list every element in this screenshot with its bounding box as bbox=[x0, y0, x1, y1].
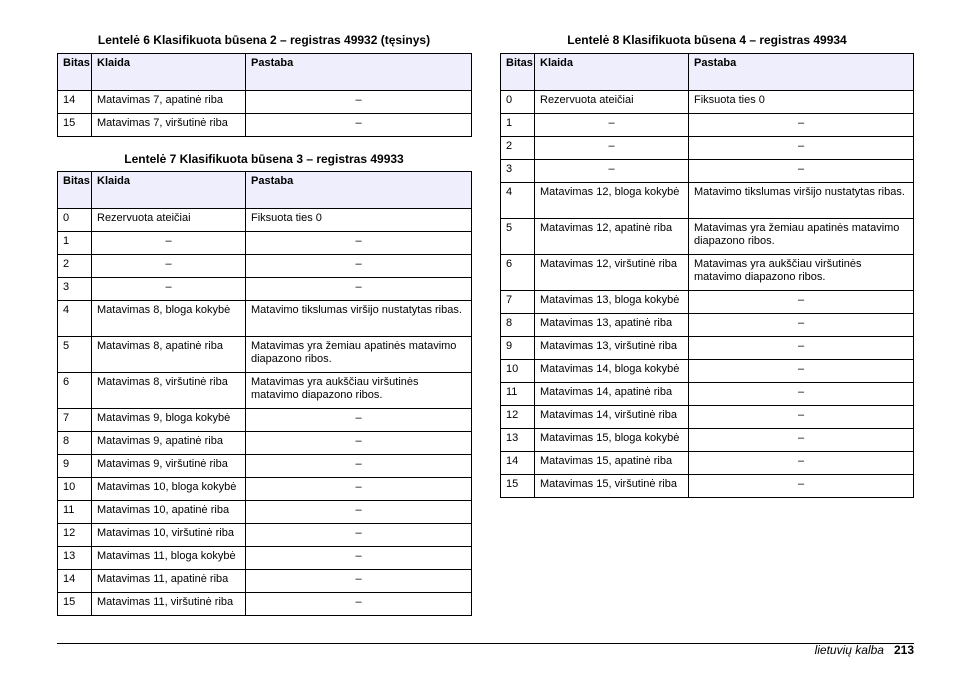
cell-error: Matavimas 8, bloga kokybė bbox=[92, 301, 246, 337]
cell-bit: 14 bbox=[501, 452, 535, 475]
table-row bbox=[501, 452, 914, 475]
cell-note: – bbox=[246, 278, 472, 301]
cell-note: – bbox=[689, 429, 914, 452]
table-row bbox=[501, 183, 914, 219]
cell-note: – bbox=[246, 432, 472, 455]
cell-bit: 15 bbox=[501, 475, 535, 498]
cell-note: – bbox=[689, 383, 914, 406]
cell-error: Rezervuota ateičiai bbox=[92, 209, 246, 232]
cell-bit: 1 bbox=[58, 232, 92, 255]
cell-bit: 1 bbox=[501, 114, 535, 137]
table-row bbox=[58, 455, 472, 478]
table-8 bbox=[500, 53, 914, 498]
header-note: Pastaba bbox=[689, 54, 914, 91]
cell-note: – bbox=[246, 232, 472, 255]
cell-bit: 12 bbox=[501, 406, 535, 429]
table-8-header-row bbox=[501, 54, 914, 91]
table-row bbox=[501, 114, 914, 137]
cell-error: Matavimas 11, apatinė riba bbox=[92, 570, 246, 593]
cell-bit: 13 bbox=[58, 547, 92, 570]
table-row bbox=[58, 255, 472, 278]
cell-bit: 5 bbox=[58, 337, 92, 373]
cell-bit: 11 bbox=[58, 501, 92, 524]
cell-error: Matavimas 10, viršutinė riba bbox=[92, 524, 246, 547]
cell-note: – bbox=[246, 593, 472, 616]
table-row bbox=[58, 570, 472, 593]
table-6 bbox=[57, 53, 472, 137]
cell-bit: 4 bbox=[501, 183, 535, 219]
header-bit: Bitas bbox=[58, 172, 92, 209]
cell-bit: 10 bbox=[501, 360, 535, 383]
cell-error: Matavimas 9, bloga kokybė bbox=[92, 409, 246, 432]
cell-error: Matavimas 13, bloga kokybė bbox=[535, 291, 689, 314]
page-number: 213 bbox=[893, 643, 914, 657]
table-row bbox=[501, 160, 914, 183]
table-row bbox=[501, 137, 914, 160]
cell-error: Matavimas 13, viršutinė riba bbox=[535, 337, 689, 360]
cell-error: Matavimas 14, viršutinė riba bbox=[535, 406, 689, 429]
table-row bbox=[501, 337, 914, 360]
cell-error: Matavimas 7, viršutinė riba bbox=[92, 114, 246, 137]
cell-note: Matavimas yra žemiau apatinės matavimo diapazono ribos. bbox=[246, 337, 472, 373]
cell-note: – bbox=[689, 337, 914, 360]
table-row bbox=[58, 593, 472, 616]
cell-error: Rezervuota ateičiai bbox=[535, 91, 689, 114]
cell-bit: 6 bbox=[501, 255, 535, 291]
cell-bit: 6 bbox=[58, 373, 92, 409]
table-row bbox=[58, 209, 472, 232]
cell-error: Matavimas 14, bloga kokybė bbox=[535, 360, 689, 383]
cell-bit: 0 bbox=[501, 91, 535, 114]
cell-note: – bbox=[246, 524, 472, 547]
cell-error: Matavimas 10, apatinė riba bbox=[92, 501, 246, 524]
cell-error: Matavimas 11, bloga kokybė bbox=[92, 547, 246, 570]
header-bit: Bitas bbox=[58, 54, 92, 91]
cell-note: Fiksuota ties 0 bbox=[689, 91, 914, 114]
cell-note: – bbox=[689, 475, 914, 498]
cell-note: Fiksuota ties 0 bbox=[246, 209, 472, 232]
cell-note: – bbox=[689, 360, 914, 383]
table-row bbox=[58, 409, 472, 432]
header-note: Pastaba bbox=[246, 54, 472, 91]
cell-note: – bbox=[246, 455, 472, 478]
table-row bbox=[58, 524, 472, 547]
cell-bit: 4 bbox=[58, 301, 92, 337]
cell-note: Matavimo tikslumas viršijo nustatytas ribas. bbox=[246, 301, 472, 337]
footer-language: lietuvių kalba bbox=[814, 643, 884, 657]
cell-error: Matavimas 12, apatinė riba bbox=[535, 219, 689, 255]
cell-note: Matavimas yra aukščiau viršutinės matavimo diapazono ribos. bbox=[246, 373, 472, 409]
cell-bit: 14 bbox=[58, 570, 92, 593]
cell-bit: 8 bbox=[58, 432, 92, 455]
cell-note: – bbox=[246, 114, 472, 137]
cell-note: Matavimo tikslumas viršijo nustatytas ribas. bbox=[689, 183, 914, 219]
cell-error: Matavimas 10, bloga kokybė bbox=[92, 478, 246, 501]
table-row bbox=[58, 478, 472, 501]
cell-note: – bbox=[689, 291, 914, 314]
cell-bit: 13 bbox=[501, 429, 535, 452]
table-row bbox=[501, 291, 914, 314]
cell-error: – bbox=[92, 232, 246, 255]
table-row bbox=[58, 432, 472, 455]
cell-error: Matavimas 7, apatinė riba bbox=[92, 91, 246, 114]
cell-bit: 0 bbox=[58, 209, 92, 232]
table-6-header-row bbox=[58, 54, 472, 91]
table-row bbox=[58, 373, 472, 409]
table-row bbox=[58, 301, 472, 337]
table-row bbox=[58, 547, 472, 570]
cell-note: Matavimas yra žemiau apatinės matavimo diapazono ribos. bbox=[689, 219, 914, 255]
cell-note: Matavimas yra aukščiau viršutinės matavimo diapazono ribos. bbox=[689, 255, 914, 291]
table-row bbox=[58, 232, 472, 255]
cell-error: Matavimas 8, apatinė riba bbox=[92, 337, 246, 373]
cell-bit: 7 bbox=[501, 291, 535, 314]
cell-note: – bbox=[246, 409, 472, 432]
table-row bbox=[501, 360, 914, 383]
header-error: Klaida bbox=[92, 172, 246, 209]
cell-note: – bbox=[246, 478, 472, 501]
table-row bbox=[58, 501, 472, 524]
cell-bit: 2 bbox=[501, 137, 535, 160]
table-row bbox=[58, 278, 472, 301]
table-7 bbox=[57, 171, 472, 616]
cell-note: – bbox=[246, 501, 472, 524]
footer-rule bbox=[57, 643, 914, 644]
header-bit: Bitas bbox=[501, 54, 535, 91]
header-error: Klaida bbox=[535, 54, 689, 91]
table-8-caption: Lentelė 8 Klasifikuota būsena 4 – registras 49934 bbox=[567, 33, 847, 47]
cell-note: – bbox=[689, 314, 914, 337]
cell-bit: 10 bbox=[58, 478, 92, 501]
cell-note: – bbox=[689, 114, 914, 137]
cell-note: – bbox=[246, 255, 472, 278]
cell-bit: 9 bbox=[501, 337, 535, 360]
cell-bit: 3 bbox=[58, 278, 92, 301]
cell-note: – bbox=[689, 160, 914, 183]
page-footer bbox=[815, 643, 914, 657]
cell-bit: 3 bbox=[501, 160, 535, 183]
cell-bit: 7 bbox=[58, 409, 92, 432]
cell-error: – bbox=[92, 278, 246, 301]
table-row bbox=[501, 219, 914, 255]
cell-error: Matavimas 12, bloga kokybė bbox=[535, 183, 689, 219]
header-note: Pastaba bbox=[246, 172, 472, 209]
cell-note: – bbox=[689, 452, 914, 475]
table-row bbox=[501, 429, 914, 452]
cell-bit: 2 bbox=[58, 255, 92, 278]
cell-note: – bbox=[689, 137, 914, 160]
cell-error: Matavimas 15, bloga kokybė bbox=[535, 429, 689, 452]
cell-error: Matavimas 11, viršutinė riba bbox=[92, 593, 246, 616]
table-row bbox=[501, 406, 914, 429]
cell-note: – bbox=[246, 547, 472, 570]
cell-error: – bbox=[535, 114, 689, 137]
cell-bit: 9 bbox=[58, 455, 92, 478]
cell-bit: 12 bbox=[58, 524, 92, 547]
cell-error: Matavimas 15, viršutinė riba bbox=[535, 475, 689, 498]
table-7-caption: Lentelė 7 Klasifikuota būsena 3 – registras 49933 bbox=[124, 152, 404, 166]
table-6-caption: Lentelė 6 Klasifikuota būsena 2 – registras 49932 (tęsinys) bbox=[97, 33, 431, 47]
cell-error: – bbox=[535, 137, 689, 160]
cell-error: Matavimas 14, apatinė riba bbox=[535, 383, 689, 406]
cell-note: – bbox=[246, 570, 472, 593]
cell-error: – bbox=[535, 160, 689, 183]
cell-bit: 15 bbox=[58, 593, 92, 616]
table-7-header-row bbox=[58, 172, 472, 209]
cell-error: Matavimas 12, viršutinė riba bbox=[535, 255, 689, 291]
table-row bbox=[58, 114, 472, 137]
cell-bit: 8 bbox=[501, 314, 535, 337]
table-row bbox=[501, 255, 914, 291]
cell-bit: 14 bbox=[58, 91, 92, 114]
cell-error: – bbox=[92, 255, 246, 278]
cell-note: – bbox=[246, 91, 472, 114]
cell-error: Matavimas 9, viršutinė riba bbox=[92, 455, 246, 478]
table-row bbox=[501, 314, 914, 337]
cell-bit: 15 bbox=[58, 114, 92, 137]
cell-bit: 5 bbox=[501, 219, 535, 255]
header-error: Klaida bbox=[92, 54, 246, 91]
cell-bit: 11 bbox=[501, 383, 535, 406]
cell-error: Matavimas 8, viršutinė riba bbox=[92, 373, 246, 409]
table-row bbox=[501, 91, 914, 114]
table-row bbox=[501, 383, 914, 406]
cell-error: Matavimas 9, apatinė riba bbox=[92, 432, 246, 455]
cell-note: – bbox=[689, 406, 914, 429]
cell-error: Matavimas 15, apatinė riba bbox=[535, 452, 689, 475]
table-row bbox=[58, 337, 472, 373]
cell-error: Matavimas 13, apatinė riba bbox=[535, 314, 689, 337]
table-row bbox=[58, 91, 472, 114]
table-row bbox=[501, 475, 914, 498]
